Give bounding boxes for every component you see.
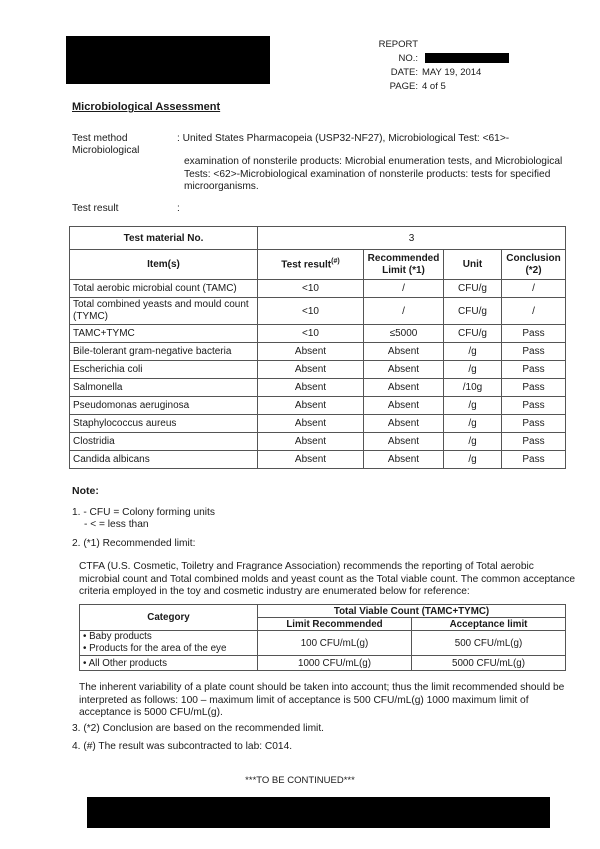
row-result: <10 [258, 298, 364, 325]
row-item: Bile-tolerant gram-negative bacteria [70, 343, 258, 361]
tvc-row-2 [80, 656, 566, 671]
page-value: 4 of 5 [422, 81, 446, 92]
test-method-label: Test method [72, 133, 128, 144]
row-limit: Absent [364, 433, 444, 451]
row-conclusion: Pass [502, 415, 566, 433]
row-item: Clostridia [70, 433, 258, 451]
row-unit: /g [444, 415, 502, 433]
tvc-category-header: Category [80, 605, 258, 631]
to-be-continued: ***TO BE CONTINUED*** [245, 775, 355, 786]
header-conclusion: Conclusion (*2) [502, 250, 566, 280]
test-result-label: Test result [72, 203, 119, 214]
row-item: Escherichia coli [70, 361, 258, 379]
report-no-label: REPORT NO.: [378, 39, 418, 64]
tvc-row-1-accept: 500 CFU/mL(g) [412, 631, 566, 656]
row-result: <10 [258, 325, 364, 343]
row-conclusion: / [502, 280, 566, 298]
section-title: Microbiological Assessment [72, 101, 221, 113]
redacted-logo [66, 36, 270, 84]
header-result [258, 250, 364, 280]
row-conclusion: Pass [502, 379, 566, 397]
row-result: Absent [258, 343, 364, 361]
redacted-report-no [425, 53, 509, 63]
row-limit: Absent [364, 415, 444, 433]
page-label: PAGE: [389, 81, 418, 92]
tvc-row-2-category: • All Other products [80, 656, 258, 671]
material-label: Test material No. [70, 227, 258, 250]
table-row [70, 379, 566, 397]
note-1-line1: 1. - CFU = Colony forming units [72, 507, 215, 518]
row-conclusion: Pass [502, 343, 566, 361]
row-item: Candida albicans [70, 451, 258, 469]
ctfa-paragraph: CTFA (U.S. Cosmetic, Toiletry and Fragrance Association) recommends the reporting of Total aerobic microbial count and Total combined molds and yeast count as the Total viable count. The common acceptance criteria employed in the toy and cosmetic industry are enumerated below for reference: [79, 561, 576, 597]
date-row [360, 66, 580, 80]
row-item: TAMC+TYMC [70, 325, 258, 343]
tvc-row-2-accept: 5000 CFU/mL(g) [412, 656, 566, 671]
row-item: Total aerobic microbial count (TAMC) [70, 280, 258, 298]
tvc-row-1-limit: 100 CFU/mL(g) [258, 631, 412, 656]
header-limit: Recommended Limit (*1) [364, 250, 444, 280]
row-conclusion: Pass [502, 361, 566, 379]
table-row [70, 433, 566, 451]
tvc-limit-header: Limit Recommended [258, 618, 412, 631]
row-limit: Absent [364, 361, 444, 379]
row-item: Staphylococcus aureus [70, 415, 258, 433]
header-result-text: Test result [281, 259, 332, 271]
note-3: 3. (*2) Conclusion are based on the recommended limit. [72, 723, 324, 734]
row-unit: CFU/g [444, 280, 502, 298]
tvc-table [79, 604, 566, 671]
test-method-line1: : United States Pharmacopeia (USP32-NF27), Microbiological Test: <61>- [177, 133, 510, 144]
material-row [70, 227, 566, 250]
row-result: Absent [258, 361, 364, 379]
note-2: 2. (*1) Recommended limit: [72, 538, 196, 549]
row-conclusion: Pass [502, 397, 566, 415]
report-no-row [360, 38, 580, 66]
note-title: Note: [72, 485, 99, 497]
table-row [70, 415, 566, 433]
row-unit: /g [444, 343, 502, 361]
table-row [70, 361, 566, 379]
table-row [70, 343, 566, 361]
row-unit: /10g [444, 379, 502, 397]
row-limit: / [364, 298, 444, 325]
header-result-sup: (#) [331, 258, 340, 266]
row-result: Absent [258, 451, 364, 469]
table-row [70, 397, 566, 415]
table-row [70, 451, 566, 469]
note-1-line2: - < = less than [84, 519, 149, 530]
row-unit: /g [444, 397, 502, 415]
row-conclusion: / [502, 298, 566, 325]
results-body [70, 280, 566, 469]
header-unit: Unit [444, 250, 502, 280]
note-4: 4. (#) The result was subcontracted to lab: C014. [72, 741, 293, 752]
row-result: <10 [258, 280, 364, 298]
row-item: Pseudomonas aeruginosa [70, 397, 258, 415]
test-method-line2: examination of nonsterile products: Microbial enumeration tests, and Microbiological Tests: <62>-Microbiological examination of nonsterile products: tests for specified microorganisms. [184, 156, 563, 192]
table-row [70, 325, 566, 343]
row-unit: /g [444, 451, 502, 469]
row-unit: CFU/g [444, 298, 502, 325]
tvc-header: Total Viable Count (TAMC+TYMC) [258, 605, 566, 618]
tvc-row-1-b: • Products for the area of the eye [83, 643, 227, 654]
test-result-colon: : [177, 203, 180, 214]
tvc-header-row-1 [80, 605, 566, 618]
row-result: Absent [258, 415, 364, 433]
page-row [360, 80, 580, 94]
date-value: MAY 19, 2014 [422, 67, 482, 78]
report-header [360, 38, 580, 94]
row-unit: CFU/g [444, 325, 502, 343]
table-header-row [70, 250, 566, 280]
material-no: 3 [258, 227, 566, 250]
row-item: Total combined yeasts and mould count (TYMC) [70, 298, 258, 325]
tvc-row-1-a: • Baby products [83, 631, 152, 642]
test-method-label-2: Microbiological [72, 145, 140, 156]
variability-paragraph: The inherent variability of a plate count should be taken into account; thus the limit recommended should be interpreted as follows: 100 – maximum limit of acceptance is 500 CFU/mL(g) 1000 maximum limit of acceptance is 5000 CFU/mL(g). [79, 682, 565, 718]
row-conclusion: Pass [502, 451, 566, 469]
row-result: Absent [258, 433, 364, 451]
redacted-footer [87, 797, 550, 828]
row-limit: Absent [364, 397, 444, 415]
tvc-row-1 [80, 631, 566, 656]
row-unit: /g [444, 433, 502, 451]
tvc-acceptance-header: Acceptance limit [412, 618, 566, 631]
row-item: Salmonella [70, 379, 258, 397]
row-limit: Absent [364, 379, 444, 397]
row-result: Absent [258, 379, 364, 397]
date-label: DATE: [390, 67, 418, 78]
header-item: Item(s) [70, 250, 258, 280]
row-limit: Absent [364, 451, 444, 469]
row-limit: / [364, 280, 444, 298]
row-conclusion: Pass [502, 433, 566, 451]
table-row [70, 280, 566, 298]
row-limit: ≤5000 [364, 325, 444, 343]
row-limit: Absent [364, 343, 444, 361]
results-table [69, 226, 566, 469]
row-unit: /g [444, 361, 502, 379]
row-conclusion: Pass [502, 325, 566, 343]
tvc-row-1-category [80, 631, 258, 656]
tvc-row-2-limit: 1000 CFU/mL(g) [258, 656, 412, 671]
row-result: Absent [258, 397, 364, 415]
table-row [70, 298, 566, 325]
